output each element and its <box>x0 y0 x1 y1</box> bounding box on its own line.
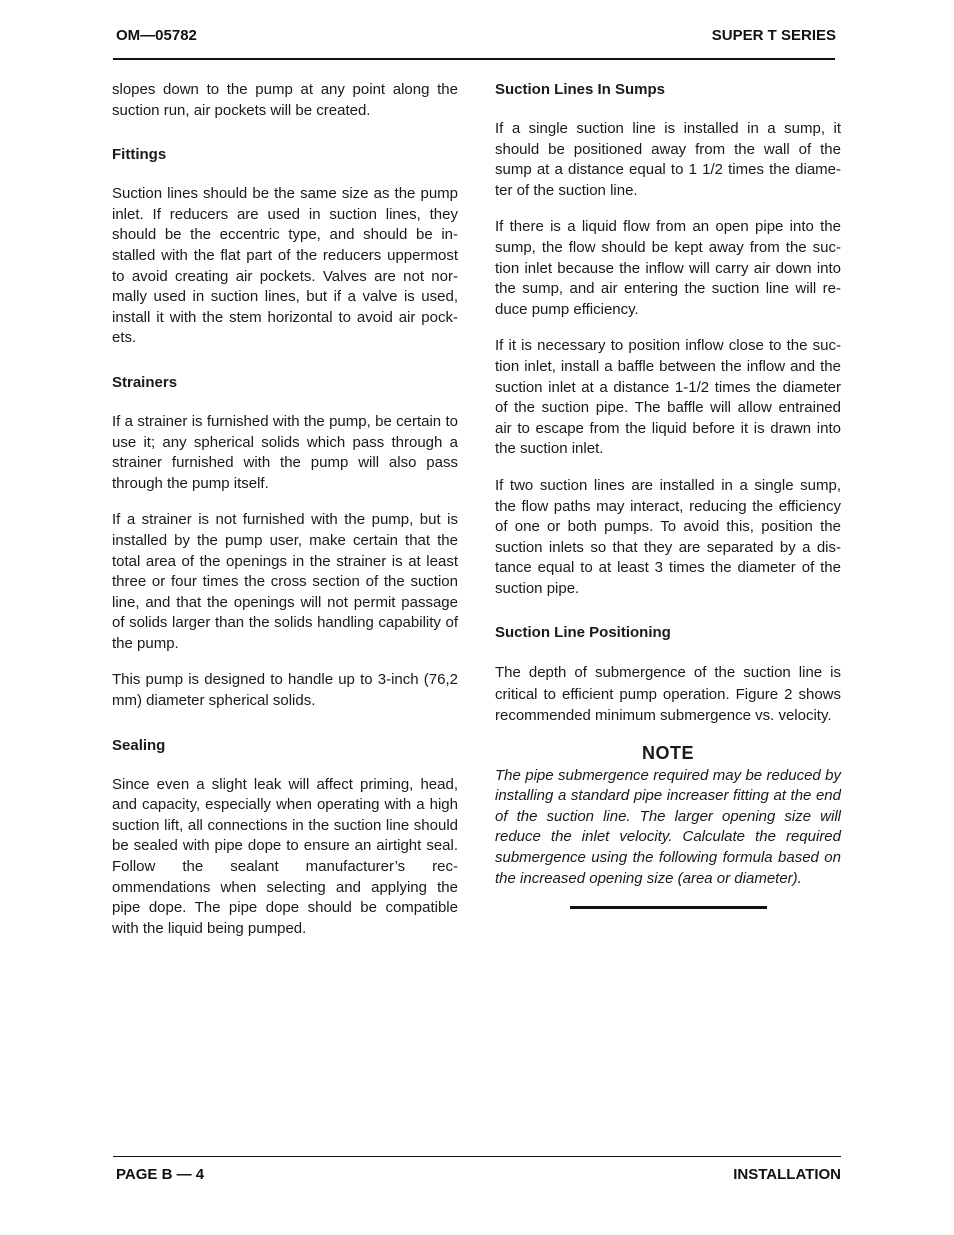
sumps-paragraph-1: If a single suction line is installed in a sump, it should be positioned away from the wall of the sump at a distance equal to 1 1/2 times the diameter of the suction line. <box>495 120 841 199</box>
positioning-paragraph: The depth of submergence of the suction line is critical to efficient pump operation. Figure 2 shows recommended minimum submergence vs. velocity. <box>495 664 841 725</box>
sealing-heading: Sealing <box>112 736 166 754</box>
sumps-paragraph-2: If there is a liquid flow from an open pipe into the sump, the flow should be kept away from the suction inlet because the inflow will carry air down into the sump, and air entering the suction line will reduce pump efficiency. <box>495 218 841 318</box>
strainers-paragraph-1: If a strainer is furnished with the pump, be certain to use it; any spherical solids which pass through a strainer furnished with the pump will also pass through the pump itself. <box>112 412 458 492</box>
sumps-paragraph-4: If two suction lines are installed in a single sump, the flow paths may interact, reducing the efficiency of one or both pumps. To avoid this, position the suction inlets so that they are separated by a distance equal to at least 3 times the diameter of the suction pipe. <box>495 476 841 597</box>
note-text: The pipe submergence required may be reduced by installing a standard pipe increaser fitting at the end of the suction line. The larger opening size will reduce the inlet velocity. Calculate the required submergence using the following formula based on the increased opening size (area or diameter). <box>495 766 841 887</box>
left-column <box>112 80 458 955</box>
strainers-paragraph-2: If a strainer is not furnished with the pump, but is installed by the pump user, make certain that the total area of the openings in the strainer is at least three or four times the cross section of the suction line, and that the openings will not permit passage of solids larger than the solids handling capability of the pump. <box>112 511 458 652</box>
fittings-heading: Fittings <box>112 146 167 164</box>
strainers-paragraph-3: This pump is designed to handle up to 3-inch (76,2 mm) diameter spherical solids. <box>112 671 458 710</box>
note-rule <box>570 906 767 909</box>
page-number: PAGE B — 4 <box>116 1166 205 1183</box>
positioning-heading: Suction Line Positioning <box>495 624 671 642</box>
sumps-paragraph-3: If it is necessary to position inflow close to the suction inlet, install a baffle between the inflow and the suction inlet at a distance 1-1/2 times the diameter of the suction pipe. The baffle will allow entrained air to escape from the liquid before it is drawn into the suction inlet. <box>495 337 841 458</box>
note-title: NOTE <box>641 742 694 763</box>
header-rule <box>113 58 835 60</box>
section-name: INSTALLATION <box>733 1166 841 1183</box>
strainers-heading: Strainers <box>112 373 178 391</box>
sealing-paragraph: Since even a slight leak will affect priming, head, and capacity, especially when operating with a high suction lift, all connections in the suction line should be sealed with pipe dope to ensure an airtight seal. Follow the sealant manufacturer’s recommendations when selecting and applying the pipe dope. The pipe dope should be compatible with the liquid being pumped. <box>112 775 458 937</box>
sumps-heading: Suction Lines In Sumps <box>495 81 666 98</box>
right-column <box>495 80 841 909</box>
series-title: SUPER T SERIES <box>711 27 836 44</box>
fittings-paragraph: Suction lines should be the same size as the pump inlet. If reducers are used in suction lines, they should be the eccentric type, and should be installed with the flat part of the reducers uppermost to avoid creating air pockets. Valves are not normally used in suction lines, but if a valve is used, install it with the stem horizontal to avoid air pockets. <box>112 185 458 347</box>
footer-rule <box>113 1156 841 1157</box>
intro-paragraph: slopes down to the pump at any point along the suction run, air pockets will be created. <box>112 81 458 119</box>
doc-number: OM—05782 <box>116 27 197 44</box>
